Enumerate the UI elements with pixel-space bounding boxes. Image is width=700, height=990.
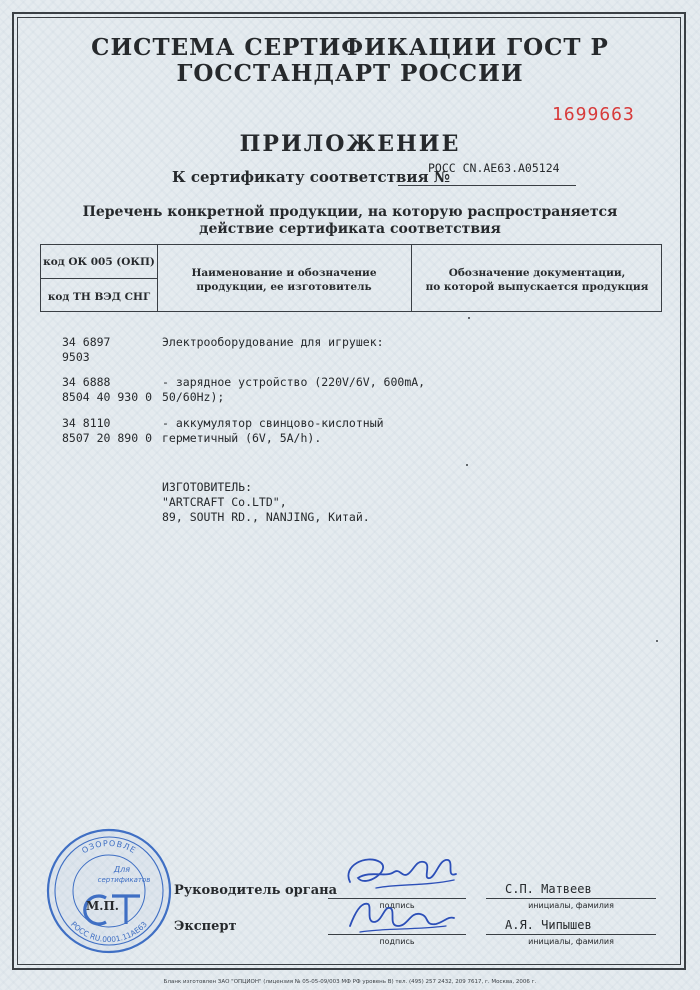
product-okp-code: 34 8110 — [62, 416, 111, 430]
head-name-line — [486, 898, 656, 899]
stamp-text-bottom: РОСС RU.0001.11АЕ63 — [69, 919, 149, 945]
expert-signature-caption: подпись — [379, 937, 415, 946]
expert-handwritten-signature — [340, 896, 460, 940]
intro-line1: Перечень конкретной продукции, на которую распространяется — [82, 204, 618, 220]
product-description-cont: 50/60Hz); — [162, 390, 225, 404]
certificate-label: К сертификату соответствия № — [172, 168, 451, 186]
product-okp-code: 34 6897 — [62, 335, 111, 349]
product-description: - зарядное устройство (220V/6V, 600mA, — [162, 375, 426, 389]
inner-border — [17, 17, 681, 965]
stamp-text-top: ОЗОРОВЛЕ — [80, 838, 138, 856]
product-description-cont: герметичный (6V, 5A/h). — [162, 431, 322, 445]
expert-name: А.Я. Чипышев — [505, 918, 592, 932]
stamp-outer-ring — [48, 830, 170, 952]
product-okp-code: 34 6888 — [62, 375, 111, 389]
certificate-number-line — [398, 185, 576, 186]
manufacturer-label: ИЗГОТОВИТЕЛЬ: — [162, 480, 253, 494]
stamp-text-center1: Для — [113, 865, 131, 874]
certificate-number: РОСС CN.AE63.A05124 — [428, 161, 560, 175]
header-col-doc-line2: по которой выпускается продукция — [425, 281, 649, 293]
product-description: Электрооборудование для игрушек: — [162, 335, 384, 349]
form-footer: Бланк изготовлен ЗАО "ОПЦИОН" (лицензия № 05-05-09/003 МФ РФ уровень В) тел. (495) 257 2432, 209 7617, г. Москва, 2006 г. — [163, 979, 537, 985]
intro-line2: действие сертификата соответствия — [199, 221, 501, 237]
stamp-place-label: М.П. — [86, 899, 119, 913]
manufacturer-address: 89, SOUTH RD., NANJING, Китай. — [162, 510, 370, 524]
product-tnved-code: 9503 — [62, 350, 90, 364]
head-name: С.П. Матвеев — [505, 882, 592, 896]
page-title: ПРИЛОЖЕНИЕ — [239, 131, 461, 157]
header-col-name-line1: Наименование и обозначение — [191, 267, 377, 279]
speck — [466, 464, 468, 466]
header-col-doc — [411, 266, 663, 294]
expert-label: Эксперт — [174, 919, 237, 934]
official-stamp — [44, 826, 174, 956]
header-code-tnved: код ТН ВЭД СНГ — [47, 291, 151, 303]
product-tnved-code: 8507 20 890 0 — [62, 431, 153, 445]
header-line2: ГОССТАНДАРТ РОССИИ — [176, 60, 524, 87]
expert-name-caption: инициалы, фамилия — [528, 937, 614, 946]
speck — [656, 640, 658, 642]
header-code-okp: код ОК 005 (ОКП) — [43, 256, 155, 268]
products-table-header — [40, 244, 662, 312]
serial-number: 1699663 — [552, 104, 635, 125]
head-name-caption: инициалы, фамилия — [528, 901, 614, 910]
expert-name-line — [486, 934, 656, 935]
speck — [468, 317, 470, 319]
manufacturer-name: "ARTCRAFT Co.LTD", — [162, 495, 287, 509]
header-col-name — [157, 266, 411, 294]
head-signature-caption: подпись — [379, 901, 415, 910]
stamp-text-center2: сертификатов — [97, 876, 151, 884]
header-line1: СИСТЕМА СЕРТИФИКАЦИИ ГОСТ Р — [91, 34, 609, 61]
header-col-name-line2: продукции, ее изготовитель — [196, 281, 372, 293]
header-col-doc-line1: Обозначение документации, — [448, 267, 626, 279]
table-divider — [41, 278, 157, 279]
head-label: Руководитель органа — [174, 883, 338, 898]
product-tnved-code: 8504 40 930 0 — [62, 390, 153, 404]
product-description: - аккумулятор свинцово-кислотный — [162, 416, 384, 430]
